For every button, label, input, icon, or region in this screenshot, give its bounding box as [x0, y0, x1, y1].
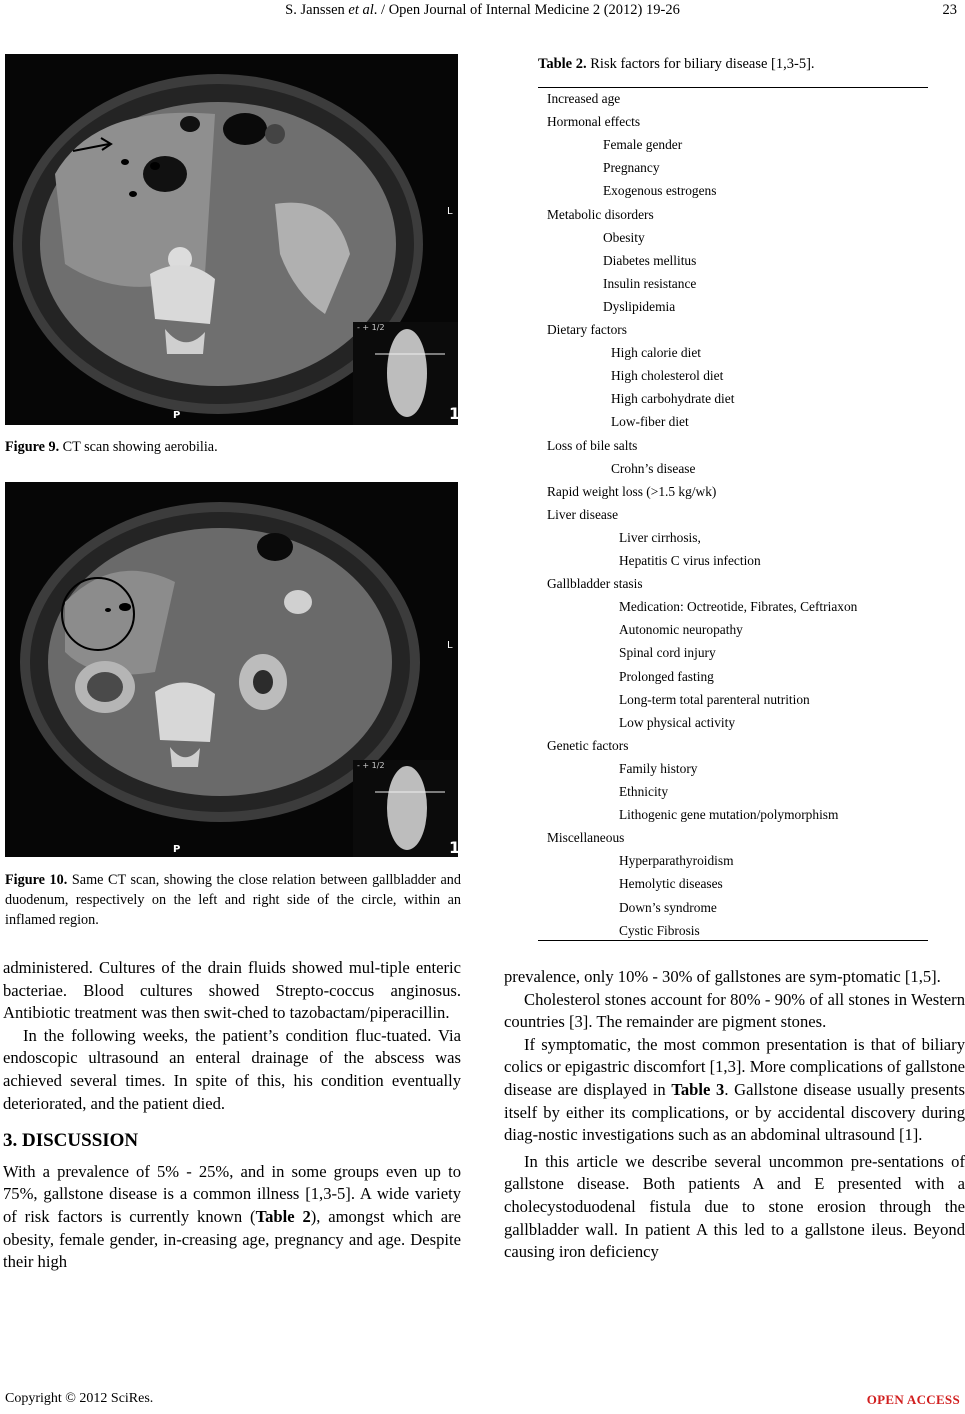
table-reference: Table 2	[255, 1206, 311, 1226]
table-item-row: Crohn’s disease	[611, 460, 696, 476]
ct-posterior-marker: P	[173, 844, 181, 855]
table-item-row: Dyslipidemia	[603, 298, 676, 314]
ct-posterior-marker: P	[173, 410, 181, 421]
paragraph: With a prevalence of 5% - 25%, and in some groups even up to 75%, gallstone disease is a common illness [1,3-5]. A wide variety of risk factors is currently known (Table 2), amongst which are obesity, female gender, in-creasing age, pregnancy and age. Despite their high	[3, 1161, 461, 1272]
table-category-row: Gallbladder stasis	[547, 576, 643, 592]
table-category-row: Loss of bile salts	[547, 437, 638, 453]
table-item-row: Spinal cord injury	[619, 645, 716, 661]
table-item-row: Autonomic neuropathy	[619, 622, 743, 638]
paragraph: In this article we describe several uncommon pre-sentations of gallstone disease. Both patients A and E presented with a cholecystoduodenal fistula due to stone erosion through the gallbladder wall. In patient A this led to a gallstone ileus. Beyond causing iron deficiency	[504, 1151, 965, 1262]
table-item-row: Insulin resistance	[603, 275, 697, 291]
figure-9-ct-image	[5, 54, 461, 425]
table-category-row: Metabolic disorders	[547, 206, 654, 222]
table-2-caption: Table 2. Risk factors for biliary disease [1,3-5].	[538, 56, 815, 72]
table-item-row: High cholesterol diet	[611, 368, 724, 384]
table-item-row: High calorie diet	[611, 345, 701, 361]
paragraph: prevalence, only 10% - 30% of gallstones are sym-ptomatic [1,5].	[504, 967, 941, 986]
table-item-row: Low physical activity	[619, 714, 736, 730]
table-category-row: Hormonal effects	[547, 114, 641, 130]
running-header	[0, 2, 965, 22]
ct-inset-label: - + 1/2	[357, 761, 385, 770]
paragraph: Cholesterol stones account for 80% - 90% of all stones in Western countries [3]. The remainder are pigment stones.	[504, 989, 965, 1032]
table-item-row: Family history	[619, 760, 698, 776]
table-item-row: Medication: Octreotide, Fibrates, Ceftriaxon	[619, 599, 858, 615]
table-category-row: Miscellaneous	[547, 830, 625, 846]
copyright-notice: Copyright © 2012 SciRes.	[5, 1391, 154, 1406]
table-category-row: Dietary factors	[547, 322, 627, 337]
ct-inset-label: - + 1/2	[357, 323, 385, 332]
table-item-row: Diabetes mellitus	[603, 252, 697, 268]
table-item-row: Exogenous estrogens	[603, 183, 717, 199]
table-item-row: Hepatitis C virus infection	[619, 553, 761, 568]
figure-9-caption: Figure 9. CT scan showing aerobilia.	[5, 439, 218, 455]
ct-inset-number: 1	[449, 404, 461, 423]
table-item-row: Pregnancy	[603, 160, 660, 176]
table-item-row: Liver cirrhosis,	[619, 529, 701, 545]
table-category-row: Rapid weight loss (>1.5 kg/wk)	[547, 483, 717, 499]
figure-10-ct-image	[5, 482, 461, 857]
table-item-row: Ethnicity	[619, 784, 669, 799]
paragraph: If symptomatic, the most common presentation is that of biliary colics or epigastric discomfort [1,3]. More complications of gallstone disease are displayed in Table 3. Gallstone disease usually presents itself by either its complications, or by accidental discovery during diag-nostic investigations such as an abdominal ultrasound [1].	[504, 1034, 965, 1145]
table-category-row: Liver disease	[547, 506, 619, 522]
open-access-label: OPEN ACCESS	[866, 1392, 960, 1407]
table-item-row: Obesity	[603, 229, 645, 245]
table-item-row: High carbohydrate diet	[611, 391, 735, 407]
table-item-row: Female gender	[603, 137, 683, 153]
right-column-text	[504, 966, 965, 1264]
ct-inset-number: 1	[449, 838, 461, 857]
figure-10-caption: Figure 10. Same CT scan, showing the close relation between gallbladder and duodenum, respectively on the left and right side of the circle, within an inflamed region.	[5, 872, 461, 928]
paragraph: administered. Cultures of the drain fluids showed mul-tiple enteric bacteriae. Blood cultures showed Strepto-coccus anginosus. Antibiotic treatment was then swit-ched to tazobactam/piperacillin.	[3, 958, 461, 1023]
table-top-rule	[538, 87, 928, 88]
left-column-text	[3, 957, 461, 1274]
section-heading: 3. DISCUSSION	[3, 1130, 139, 1152]
running-title: S. Janssen et al. / Open Journal of Internal Medicine 2 (2012) 19-26	[285, 2, 680, 18]
table-category-row: Genetic factors	[547, 737, 629, 753]
table-reference: Table 3	[671, 1079, 725, 1099]
ct-side-marker: L	[447, 206, 453, 217]
table-item-row: Lithogenic gene mutation/polymorphism	[619, 807, 839, 823]
table-item-row: Down’s syndrome	[619, 899, 717, 915]
ct-scan-gallbladder-duodenum-illustration	[5, 482, 461, 857]
table-category-row: Increased age	[547, 91, 621, 106]
ct-scan-aerobilia-illustration	[5, 54, 461, 425]
table-item-row: Prolonged fasting	[619, 668, 714, 684]
table-item-row: Hemolytic diseases	[619, 876, 723, 892]
table-item-row: Long-term total parenteral nutrition	[619, 691, 810, 707]
table-item-row: Cystic Fibrosis	[619, 922, 700, 938]
page-number: 23	[942, 2, 957, 18]
table-bottom-rule	[538, 940, 928, 941]
table-item-row: Hyperparathyroidism	[619, 853, 734, 869]
table-item-row: Low-fiber diet	[611, 414, 689, 430]
paragraph: In the following weeks, the patient’s condition fluc-tuated. Via endoscopic ultrasound an enteral drainage of the abscess was achieved several times. In spite of this, his condition eventually deteriorated, and the patient died.	[3, 1025, 461, 1113]
ct-side-marker: L	[447, 640, 453, 651]
